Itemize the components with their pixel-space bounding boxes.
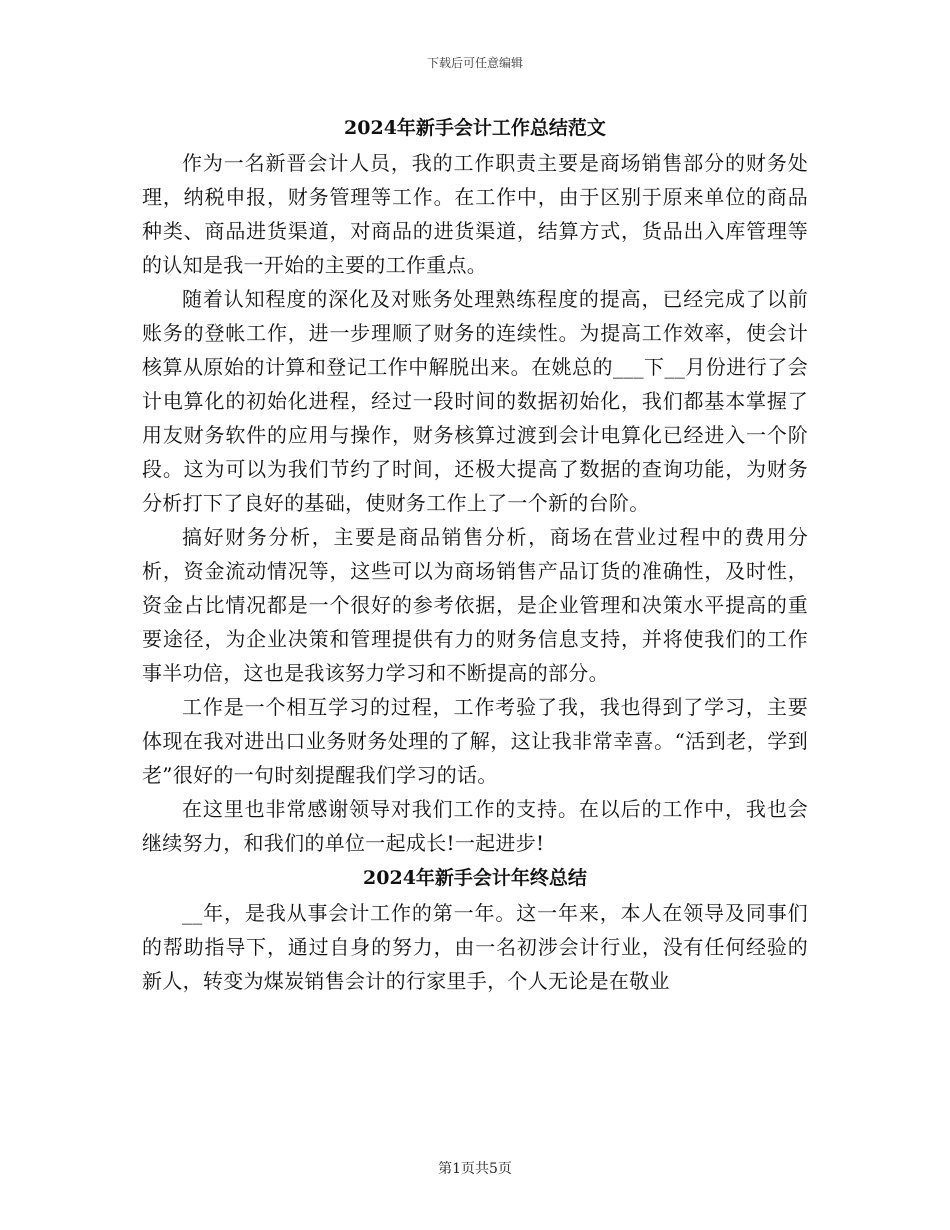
- paragraph-1: 作为一名新晋会计人员，我的工作职责主要是商场销售部分的财务处理，纳税申报，财务管理等工作。在工作中，由于区别于原来单位的商品种类、商品进货渠道，对商品的进货渠道，结算方式，货品出入库管理等的认知是我一开始的主要的工作重点。: [142, 151, 808, 277]
- paragraph-4: 工作是一个相互学习的过程，工作考验了我，我也得到了学习，主要体现在我对进出口业务财务处理的了解，这让我非常幸喜。“活到老，学到老”很好的一句时刻提醒我们学习的话。: [142, 695, 808, 787]
- header-note: 下载后可任意编辑: [426, 56, 523, 70]
- paragraph-3: 搞好财务分析，主要是商品销售分析，商场在营业过程中的费用分析，资金流动情况等，这些可以为商场销售产品订货的准确性，及时性，资金占比情况都是一个很好的参考依据，是企业管理和决策水平提高的重要途径，为企业决策和管理提供有力的财务信息支持，并将使我们的工作事半功倍，这也是我该努力学习和不断提高的部分。: [142, 525, 808, 685]
- paragraph-6: __年，是我从事会计工作的第一年。这一年来，本人在领导及同事们的帮助指导下，通过自身的努力，由一名初涉会计行业，没有任何经验的新人，转变为煤炭销售会计的行家里手，个人无论是在敬业: [142, 901, 808, 993]
- section-title: 2024年新手会计年终总结: [363, 867, 587, 889]
- document-title: 2024年新手会计工作总结范文: [344, 117, 606, 139]
- paragraph-5: 在这里也非常感谢领导对我们工作的支持。在以后的工作中，我也会继续努力，和我们的单位一起成长!一起进步!: [142, 797, 808, 855]
- paragraph-2: 随着认知程度的深化及对账务处理熟练程度的提高，已经完成了以前账务的登帐工作，进一步理顺了财务的连续性。为提高工作效率，使会计核算从原始的计算和登记工作中解脱出来。在姚总的___下__月份进行了会计电算化的初始化进程，经过一段时间的数据初始化，我们都基本掌握了用友财务软件的应用与操作，财务核算过渡到会计电算化已经进入一个阶段。这为可以为我们节约了时间，还极大提高了数据的查询功能，为财务分析打下了良好的基础，使财务工作上了一个新的台阶。: [142, 287, 808, 515]
- document-body: [142, 110, 808, 998]
- page-number: 第1页共5页: [438, 1161, 512, 1177]
